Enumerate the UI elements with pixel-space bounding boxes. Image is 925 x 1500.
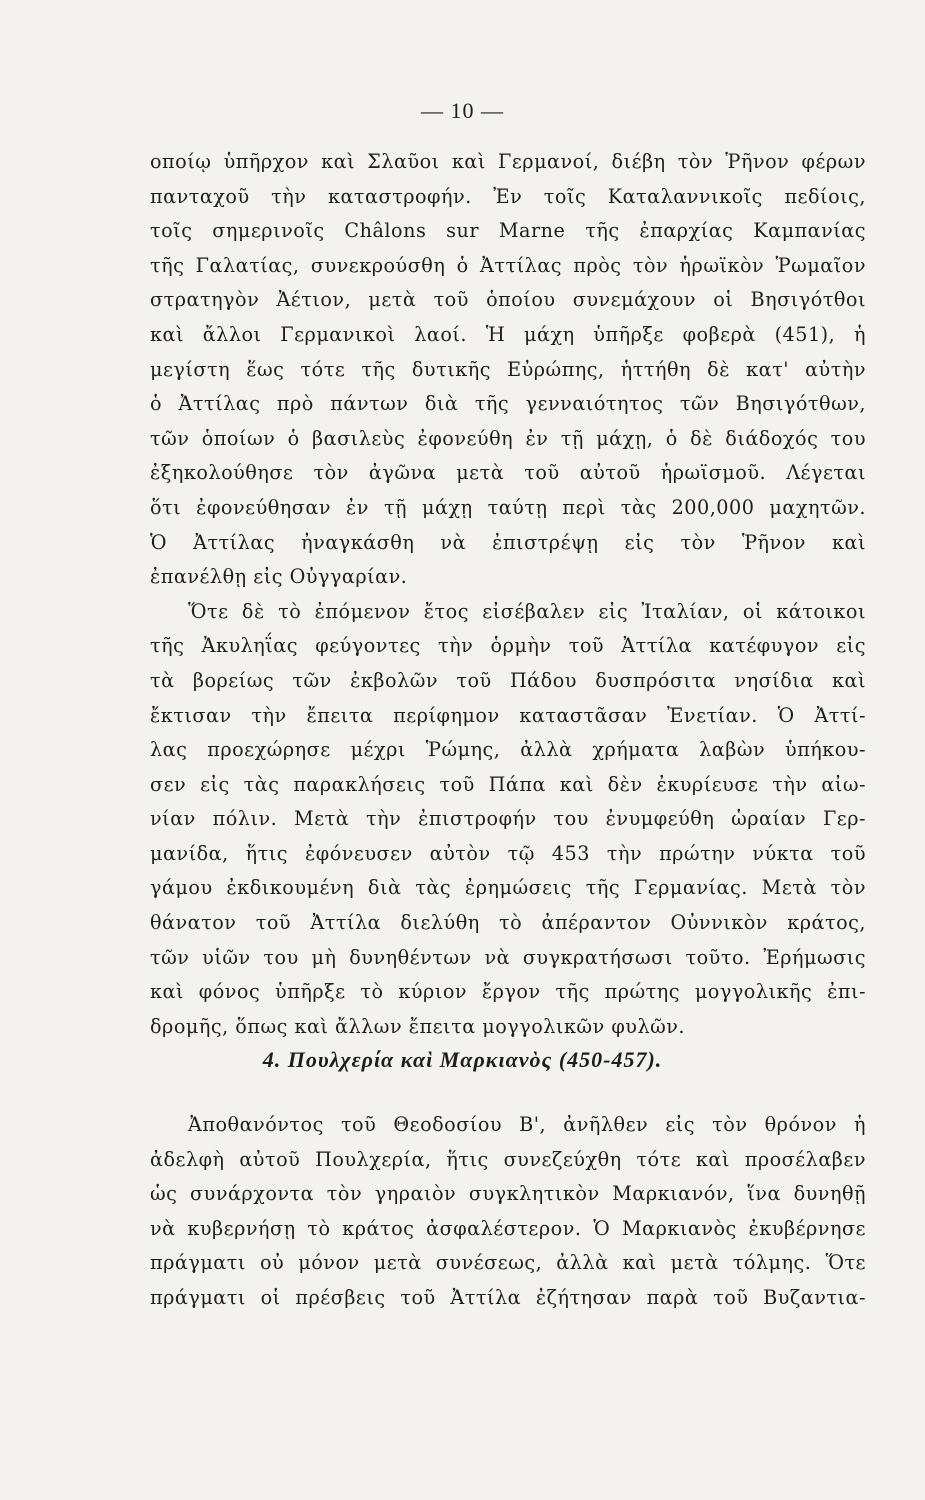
- page-number: — 10 —: [421, 98, 504, 123]
- text-line: τῆς Ἀκυληΐας φεύγοντες τὴν ὁρμὴν τοῦ Ἀττίλα κατέφυγον εἰς: [150, 634, 866, 658]
- text-line: μανίδα, ἥτις ἐφόνευσεν αὐτὸν τῷ 453 τὴν πρώτην νύκτα τοῦ: [150, 841, 866, 865]
- text-line: στρατηγὸν Ἀέτιον, μετὰ τοῦ ὁποίου συνεμάχουν οἱ Βησιγότθοι: [150, 288, 866, 312]
- text-line: νὰ κυβερνήσῃ τὸ κράτος ἀσφαλέστερον. Ὁ Μαρκιανὸς ἐκυβέρνησε: [150, 1216, 866, 1240]
- text-line: πράγματι οὐ μόνον μετὰ συνέσεως, ἀλλὰ καὶ μετὰ τόλμης. Ὅτε: [150, 1251, 866, 1275]
- text-line: Ὁ Ἀττίλας ἠναγκάσθη νὰ ἐπιστρέψῃ εἰς τὸν Ῥῆνον καὶ: [150, 530, 866, 554]
- text-line: ὅτι ἐφονεύθησαν ἐν τῇ μάχῃ ταύτῃ περὶ τὰς 200,000 μαχητῶν.: [150, 495, 866, 519]
- text-line: ἐπανέλθῃ εἰς Οὐγγαρίαν.: [150, 565, 408, 589]
- text-line: πανταχοῦ τὴν καταστροφήν. Ἐν τοῖς Καταλαννικοῖς πεδίοις,: [150, 184, 866, 208]
- text-line: σεν εἰς τὰς παρακλήσεις τοῦ Πάπα καὶ δὲν ἐκυρίευσε τὴν αἰω-: [150, 772, 866, 796]
- text-line: ὁ Ἀττίλας πρὸ πάντων διὰ τῆς γενναιότητος τῶν Βησιγότθων,: [150, 392, 866, 416]
- text-line: τῶν υἱῶν του μὴ δυνηθέντων νὰ συγκρατήσωσι τοῦτο. Ἐρήμωσις: [150, 945, 866, 969]
- text-line: Ὅτε δὲ τὸ ἐπόμενον ἔτος εἰσέβαλεν εἰς Ἰταλίαν, οἱ κάτοικοι: [188, 599, 866, 623]
- text-line: τῶν ὁποίων ὁ βασιλεὺς ἐφονεύθη ἐν τῇ μάχῃ, ὁ δὲ διάδοχός του: [150, 426, 866, 450]
- text-line: γάμου ἐκδικουμένη διὰ τὰς ἐρημώσεις τῆς Γερμανίας. Μετὰ τὸν: [150, 876, 866, 900]
- text-line: καὶ φόνος ὑπῆρξε τὸ κύριον ἔργον τῆς πρώτης μογγολικῆς ἐπι-: [150, 980, 866, 1004]
- text-line: ἐξηκολούθησε τὸν ἀγῶνα μετὰ τοῦ αὐτοῦ ἡρωϊσμοῦ. Λέγεται: [150, 461, 866, 485]
- section-heading: 4. Πουλχερία καὶ Μαρκιανὸς (450-457).: [262, 1047, 663, 1072]
- text-line: τῆς Γαλατίας, συνεκρούσθη ὁ Ἀττίλας πρὸς τὸν ἡρωϊκὸν Ῥωμαῖον: [150, 253, 866, 277]
- body-text-after-heading: [150, 1108, 866, 1316]
- text-line: ὡς συνάρχοντα τὸν γηραιὸν συγκλητικὸν Μαρκιανόν, ἵνα δυνηθῇ: [150, 1182, 866, 1206]
- text-line: ἀδελφὴ αὐτοῦ Πουλχερία, ἥτις συνεζεύχθη τότε καὶ προσέλαβεν: [150, 1147, 866, 1171]
- text-line: πράγματι οἱ πρέσβεις τοῦ Ἀττίλα ἐζήτησαν παρὰ τοῦ Βυζαντια-: [150, 1285, 866, 1309]
- text-line: θάνατον τοῦ Ἀττίλα διελύθη τὸ ἀπέραντον Οὐννικὸν κράτος,: [150, 911, 866, 935]
- text-line: Ἀποθανόντος τοῦ Θεοδοσίου Β', ἀνῆλθεν εἰς τὸν θρόνον ἡ: [188, 1113, 866, 1136]
- text-line: καὶ ἄλλοι Γερμανικοὶ λαοί. Ἡ μάχη ὑπῆρξε φοβερὰ (451), ἡ: [150, 322, 866, 346]
- text-line: τοῖς σημερινοῖς Châlons sur Marne τῆς ἐπαρχίας Καμπανίας: [150, 219, 866, 243]
- text-line: νίαν πόλιν. Μετὰ τὴν ἐπιστροφήν του ἐνυμφεύθη ὡραίαν Γερ-: [150, 807, 866, 831]
- text-line: λας προεχώρησε μέχρι Ῥώμης, ἀλλὰ χρήματα λαβὼν ὑπήκου-: [150, 738, 866, 762]
- body-text-before-heading: [150, 145, 866, 1044]
- text-line: ἔκτισαν τὴν ἔπειτα περίφημον καταστᾶσαν Ἐνετίαν. Ὁ Ἀττί-: [150, 703, 866, 727]
- text-line: τὰ βορείως τῶν ἐκβολῶν τοῦ Πάδου δυσπρόσιτα νησίδια καὶ: [150, 668, 866, 692]
- text-line: οποίῳ ὑπῆρχον καὶ Σλαῦοι καὶ Γερμανοί, διέβη τὸν Ῥῆνον φέρων: [150, 150, 866, 173]
- text-line: μεγίστη ἕως τότε τῆς δυτικῆς Εὐρώπης, ἡττήθη δὲ κατ' αὐτὴν: [150, 357, 866, 381]
- text-line: δρομῆς, ὅπως καὶ ἄλλων ἔπειτα μογγολικῶν φυλῶν.: [150, 1014, 686, 1038]
